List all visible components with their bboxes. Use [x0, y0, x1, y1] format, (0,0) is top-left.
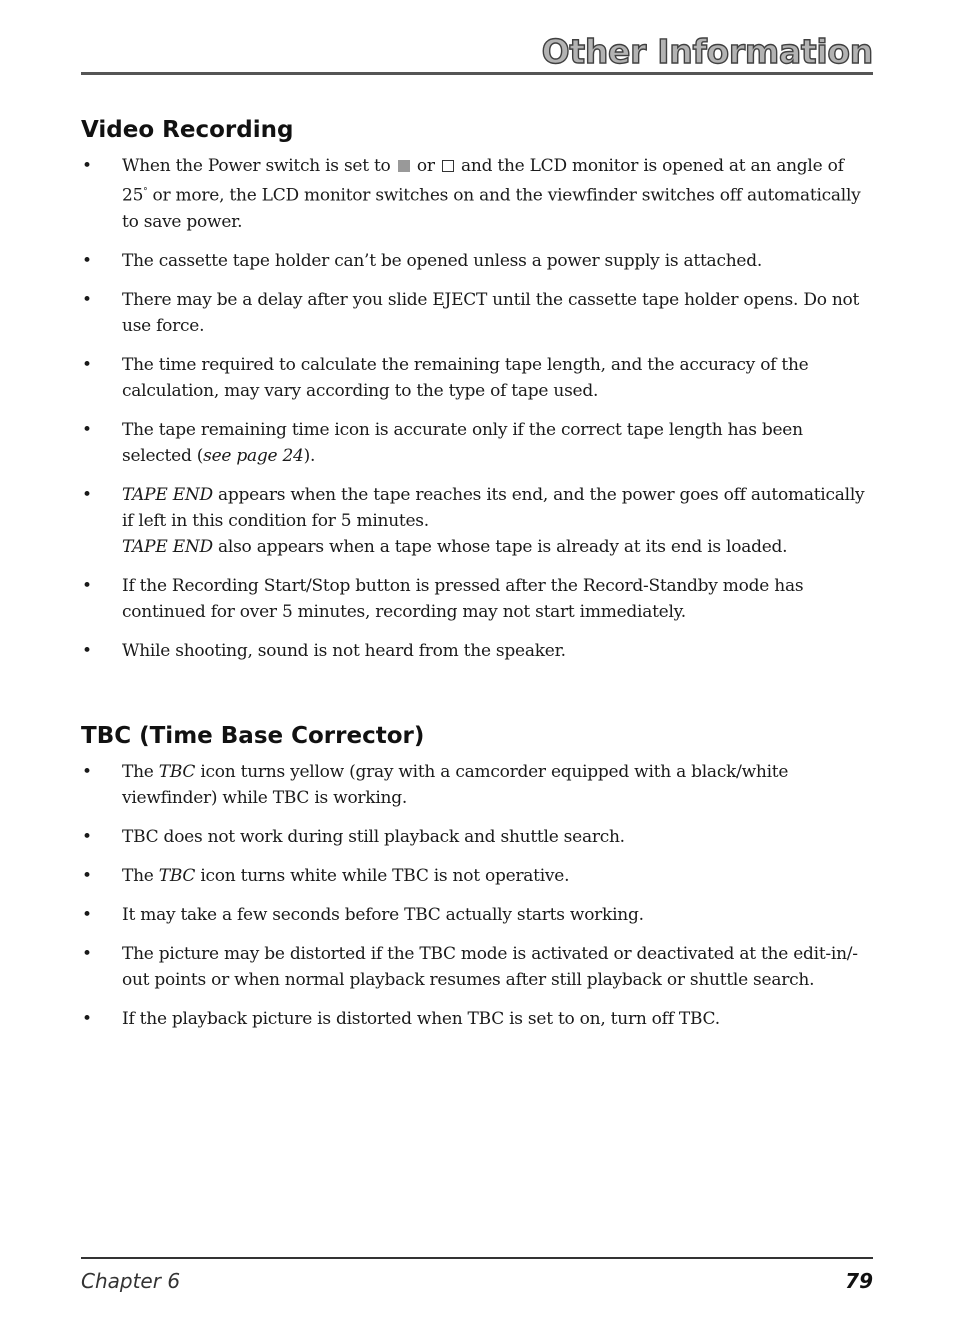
list-item: • If the playback picture is distorted when TBC is set to on, turn off TBC.	[81, 1006, 873, 1032]
empty-square-icon	[442, 160, 454, 172]
bullet: •	[82, 640, 92, 661]
page-number: 79	[845, 1269, 873, 1293]
tape-end-term: TAPE END	[122, 484, 213, 505]
footer-rule	[81, 1257, 873, 1259]
section-heading-video-recording: Video Recording	[81, 117, 294, 143]
bullet-list	[81, 759, 873, 1032]
bullet: •	[82, 156, 92, 176]
list-item: • It may take a few seconds before TBC actually starts working.	[81, 902, 873, 928]
tbc-term: TBC	[158, 762, 196, 782]
section-tbc	[81, 723, 873, 1045]
list-item: • The time required to calculate the remaining tape length, and the accuracy of the calculation, may vary according to the type of tape used.	[81, 352, 873, 404]
bullet: •	[82, 575, 92, 596]
list-item: • The tape remaining time icon is accurate only if the correct tape length has been selected (see page 24).	[81, 417, 873, 469]
list-item: • TBC does not work during still playback and shuttle search.	[81, 824, 873, 850]
bullet: •	[82, 250, 92, 271]
bullet: •	[82, 866, 92, 886]
bullet: •	[82, 827, 92, 847]
bullet-list	[81, 153, 873, 664]
footer-chapter: Chapter 6	[81, 1269, 181, 1293]
list-item: • The cassette tape holder can’t be opened unless a power supply is attached.	[81, 248, 873, 274]
list-item: • The picture may be distorted if the TBC mode is activated or deactivated at the edit-in/-out points or when normal playback resumes after still playback or shuttle search.	[81, 941, 873, 993]
list-item: • The TBC icon turns white while TBC is not operative.	[81, 863, 873, 889]
bullet: •	[82, 484, 92, 505]
page-reference: see page 24	[203, 445, 304, 466]
section-heading-tbc: TBC (Time Base Corrector)	[81, 723, 425, 749]
tbc-term: TBC	[158, 866, 196, 886]
list-item: • There may be a delay after you slide EJECT until the cassette tape holder opens. Do not use force.	[81, 287, 873, 339]
bullet: •	[82, 354, 92, 375]
list-item: • When the Power switch is set to or and the LCD monitor is opened at an angle of 25° or more, the LCD monitor switches on and the viewfinder switches off automatically to save power.	[81, 153, 873, 235]
bullet: •	[82, 289, 92, 310]
section-video-recording	[81, 117, 873, 677]
bullet: •	[82, 1009, 92, 1029]
tape-end-term: TAPE END	[122, 536, 213, 557]
bullet: •	[82, 419, 92, 440]
list-item: • The TBC icon turns yellow (gray with a camcorder equipped with a black/white viewfinder) while TBC is working.	[81, 759, 873, 811]
list-item: • If the Recording Start/Stop button is pressed after the Record-Standby mode has continued for over 5 minutes, recording may not start immediately.	[81, 573, 873, 625]
bullet: •	[82, 905, 92, 925]
filled-square-icon	[398, 160, 410, 172]
list-item: • TAPE END appears when the tape reaches its end, and the power goes off automatically if left in this condition for 5 minutes. TAPE END also appears when a tape whose tape is already at its end is loaded.	[81, 482, 873, 560]
bullet: •	[82, 944, 92, 964]
page-header-title: Other Information	[541, 32, 873, 71]
list-item: • While shooting, sound is not heard from the speaker.	[81, 638, 873, 664]
header-rule	[81, 72, 873, 75]
bullet: •	[82, 762, 92, 782]
